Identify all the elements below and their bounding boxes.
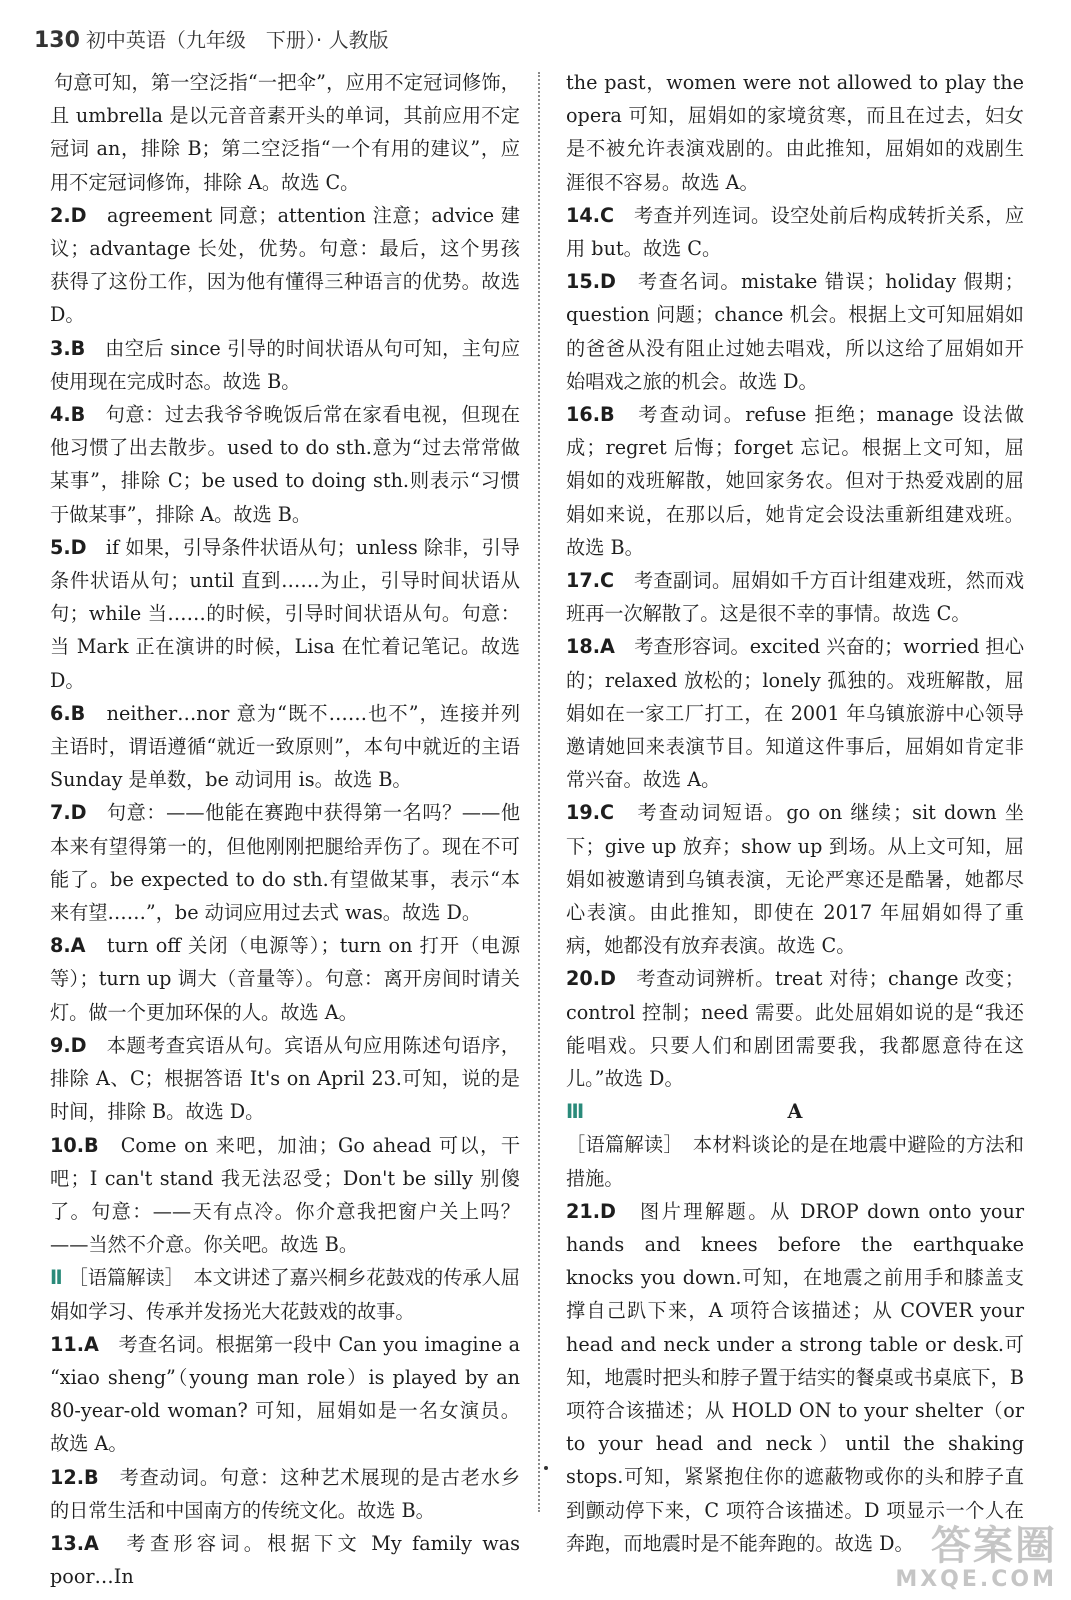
answer-explanation: 由空后 since 引导的时间状语从句可知，主句应使用现在完成时态。故选 B。 bbox=[50, 336, 521, 393]
page-number: 130 bbox=[34, 28, 80, 53]
answer-item bbox=[566, 265, 1024, 398]
answer-number: 9.D bbox=[50, 1033, 87, 1057]
answer-number: 12.B bbox=[50, 1465, 99, 1489]
answer-number: 5.D bbox=[50, 535, 87, 559]
answer-explanation: 考查名词。根据第一段中 Can you imagine a “xiao sheng”（young man role）is played by an 80-year-old woman? 可知，屈娟如是一名女演员。故选 A。 bbox=[50, 1332, 521, 1456]
answer-number: 20.D bbox=[566, 967, 616, 991]
answer-number: 7.D bbox=[50, 801, 87, 825]
answer-item bbox=[50, 1527, 520, 1593]
answer-item bbox=[50, 1461, 520, 1527]
answer-item bbox=[50, 796, 520, 929]
answer-explanation: if 如果，引导条件状语从句；unless 除非，引导条件状语从句；until 直到……为止，引导时间状语从句；while 当……的时候，引导时间状语从句。句意：当 Mark 正在演讲的时候，Lisa 在忙着记笔记。故选 D。 bbox=[50, 535, 520, 692]
answer-item bbox=[566, 962, 1024, 1095]
answer-explanation: 考查副词。屈娟如千方百计组建戏班，然而戏班再一次解散了。这是很不幸的事情。故选 C。 bbox=[566, 569, 1025, 626]
answer-number: 10.B bbox=[50, 1133, 99, 1157]
section-label: Ⅲ bbox=[566, 1100, 585, 1124]
answer-number: 18.A bbox=[566, 635, 615, 659]
answer-explanation: 考查动词。句意：这种艺术展现的是古老水乡的日常生活和中国南方的传统文化。故选 B。 bbox=[50, 1465, 521, 1522]
answer-item bbox=[566, 1195, 1024, 1560]
answer-number: 16.B bbox=[566, 403, 615, 427]
answer-explanation: Come on 来吧，加油；Go ahead 可以，干吧；I can't stand 我无法忍受；Don't be silly 别傻了。句意：——天有点冷。你介意我把窗户关上吗？——当然不介意。你关吧。故选 B。 bbox=[50, 1133, 521, 1257]
answer-number: 17.C bbox=[566, 569, 615, 593]
answer-number: 6.B bbox=[50, 701, 86, 725]
answer-number: 21.D bbox=[566, 1199, 616, 1223]
answer-item bbox=[566, 398, 1024, 564]
answer-explanation: 考查动词辨析。treat 对待；change 改变；control 控制；need 需要。此处屈娟如说的是“我还能唱戏。只要人们和剧团需要我，我都愿意待在这儿。”故选 D。 bbox=[566, 967, 1025, 1091]
answer-item bbox=[50, 199, 520, 332]
page-header bbox=[34, 24, 389, 58]
answer-explanation: 考查形容词。excited 兴奋的；worried 担心的；relaxed 放松的；lonely 孤独的。戏班解散，屈娟如在一家工厂打工，在 2001 年乌镇旅游中心领导邀请她回来表演节目。知道这件事后，屈娟如肯定非常兴奋。故选 A。 bbox=[566, 635, 1025, 792]
answer-explanation: 句意：过去我爷爷晚饭后常在家看电视，但现在他习惯了出去散步。used to do sth.意为“过去常常做某事”，排除 C；be used to doing sth.则表示“习惯于做某事”，排除 A。故选 B。 bbox=[50, 403, 521, 526]
answer-explanation: 考查名词。mistake 错误；holiday 假期；question 问题；chance 机会。根据上文可知屈娟如的爸爸从没有阻止过她去唱戏，所以这给了屈娟如开始唱戏之旅的机会。故选 D。 bbox=[566, 270, 1024, 393]
answer-explanation: agreement 同意；attention 注意；advice 建议；advantage 长处，优势。句意：最后，这个男孩获得了这份工作，因为他有懂得三种语言的优势。故选 D。 bbox=[50, 203, 520, 327]
answer-explanation: 考查并列连词。设空处前后构成转折关系，应用 but。故选 C。 bbox=[566, 203, 1025, 261]
section-summary: ［语篇解读］ 本文讲述了嘉兴桐乡花鼓戏的传承人屈娟如学习、传承并发扬光大花鼓戏的故事。 bbox=[50, 1266, 521, 1323]
continued-answer: 句意可知，第一空泛指“一把伞”，应用不定冠词修饰，且 umbrella 是以元音音素开头的单词，其前应用不定冠词 an，排除 B；第二空泛指“一个有用的建议”，应用不定冠词修饰，排除 A。故选 C。 bbox=[50, 71, 520, 194]
section-heading bbox=[566, 1095, 1024, 1128]
passage-label: A bbox=[787, 1100, 803, 1124]
answer-explanation: 本题考查宾语从句。宾语从句应用陈述句语序，排除 A、C；根据答语 It's on April 23.可知，说的是时间，排除 B。故选 D。 bbox=[50, 1033, 521, 1124]
answer-number: 19.C bbox=[566, 801, 615, 825]
column-divider bbox=[538, 72, 540, 1512]
watermark-logo-text: 答案圈 bbox=[931, 1523, 1057, 1569]
answer-explanation: 考查动词。refuse 拒绝；manage 设法做成；regret 后悔；forget 忘记。根据上文可知，屈娟如的戏班解散，她回家务农。但对于热爱戏剧的屈娟如来说，在那以后，她肯定会设法重新组建戏班。故选 B。 bbox=[566, 403, 1024, 559]
answer-item bbox=[566, 564, 1024, 630]
answer-item bbox=[566, 199, 1024, 265]
answer-item bbox=[50, 1129, 520, 1262]
answer-number: 15.D bbox=[566, 270, 616, 294]
answer-item bbox=[50, 332, 520, 398]
answer-explanation: neither…nor 意为“既不……也不”，连接并列主语时，谓语遵循“就近一致原则”，本句中就近的主语 Sunday 是单数，be 动词用 is。故选 B。 bbox=[50, 701, 521, 792]
answer-item bbox=[50, 398, 520, 531]
answer-item bbox=[50, 531, 520, 697]
answer-item bbox=[50, 697, 520, 797]
answer-number: 2.D bbox=[50, 203, 87, 227]
left-column bbox=[50, 66, 520, 1593]
answer-item bbox=[566, 796, 1024, 962]
answer-explanation: 图片理解题。从 DROP down onto your hands and knees before the earthquake knocks you down.可知，在地震之前用手和膝盖支撑自己趴下来，A 项符合该描述；从 COVER your head and neck under a strong table or desk.可知，地震时把头和脖子置于结实的餐桌或书桌底下，B 项符合该描述；从 HOLD ON to your shelter（or to your head and neck）until the shaking stops.可知，紧紧抱住你的遮蔽物或你的头和脖子直到颤动停下来，C 项符合该描述。D 项显示一个人在奔跑，而地震时是不能奔跑的。故选 D。 bbox=[566, 1199, 1025, 1555]
answer-number: 14.C bbox=[566, 203, 615, 227]
answer-number: 13.A bbox=[50, 1531, 99, 1555]
answer-number: 4.B bbox=[50, 403, 86, 427]
answer-explanation: 考查形容词。根据下文 My family was poor…In bbox=[50, 1531, 520, 1589]
section-label: Ⅱ bbox=[50, 1266, 63, 1290]
answer-number: 3.B bbox=[50, 336, 86, 360]
answer-item bbox=[566, 630, 1024, 796]
right-column bbox=[566, 66, 1024, 1560]
answer-item bbox=[50, 1029, 520, 1129]
answer-item bbox=[50, 929, 520, 1029]
answer-number: 11.A bbox=[50, 1332, 99, 1356]
section-intro bbox=[50, 1261, 520, 1327]
answer-explanation: 句意：——他能在赛跑中获得第一名吗？——他本来有望得第一的，但他刚刚把腿给弄伤了。现在不可能了。be expected to do sth.有望做某事，表示“本来有望……”，be 动词应用过去式 was。故选 D。 bbox=[50, 801, 521, 925]
watermark-domain: MXQE.COM bbox=[895, 1567, 1057, 1592]
continued-answer: the past，women were not allowed to play the opera 可知，屈娟如的家境贫寒，而且在过去，妇女是不被允许表演戏剧的。由此推知，屈娟如的戏剧生涯很不容易。故选 A。 bbox=[566, 71, 1024, 194]
answer-explanation: turn off 关闭（电源等）；turn on 打开（电源等）；turn up 调大（音量等）。句意：离开房间时请关灯。做一个更加环保的人。故选 A。 bbox=[50, 934, 521, 1024]
answer-explanation: 考查动词短语。go on 继续；sit down 坐下；give up 放弃；show up 到场。从上文可知，屈娟如被邀请到乌镇表演，无论严寒还是酷暑，她都尽心表演。由此推知，即使在 2017 年屈娟如得了重病，她都没有放弃表演。故选 C。 bbox=[566, 801, 1025, 958]
margin-dot bbox=[544, 1466, 548, 1470]
book-title: 初中英语（九年级 下册）· 人教版 bbox=[85, 28, 389, 52]
answer-number: 8.A bbox=[50, 934, 86, 958]
site-watermark bbox=[895, 1524, 1057, 1592]
section-summary: ［语篇解读］ 本材料谈论的是在地震中避险的方法和措施。 bbox=[566, 1133, 1024, 1190]
answer-item bbox=[50, 1328, 520, 1461]
